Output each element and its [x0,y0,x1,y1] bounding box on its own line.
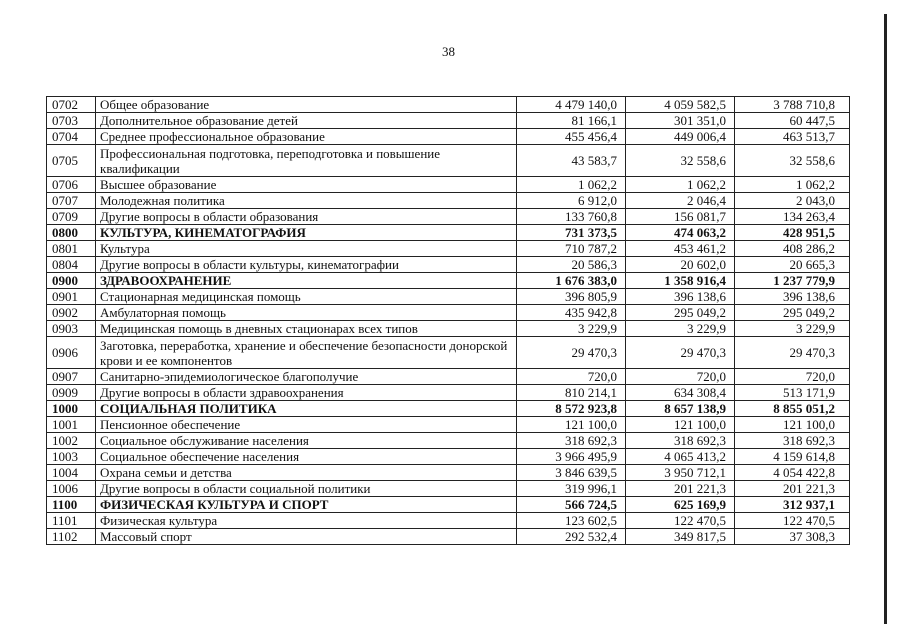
value-cell-2: 301 351,0 [626,113,735,129]
value-cell-1: 8 572 923,8 [517,401,626,417]
table-row [47,145,850,177]
table-row [47,129,850,145]
name-cell: ЗДРАВООХРАНЕНИЕ [96,273,517,289]
page-number: 38 [442,44,455,59]
name-cell: Молодежная политика [96,193,517,209]
value-cell-2: 295 049,2 [626,305,735,321]
value-cell-2: 449 006,4 [626,129,735,145]
code-cell: 0801 [47,241,96,257]
name-cell: СОЦИАЛЬНАЯ ПОЛИТИКА [96,401,517,417]
code-cell: 1101 [47,513,96,529]
value-cell-3: 295 049,2 [735,305,850,321]
value-cell-3: 122 470,5 [735,513,850,529]
name-cell: Медицинская помощь в дневных стационарах всех типов [96,321,517,337]
code-cell: 1006 [47,481,96,497]
value-cell-1: 123 602,5 [517,513,626,529]
table-row [47,177,850,193]
value-cell-3: 2 043,0 [735,193,850,209]
code-cell: 0702 [47,97,96,113]
budget-table [46,96,850,545]
value-cell-1: 435 942,8 [517,305,626,321]
value-cell-1: 396 805,9 [517,289,626,305]
name-cell: Другие вопросы в области культуры, кинематографии [96,257,517,273]
code-cell: 0901 [47,289,96,305]
table-row [47,481,850,497]
value-cell-1: 455 456,4 [517,129,626,145]
value-cell-3: 3 229,9 [735,321,850,337]
value-cell-1: 43 583,7 [517,145,626,177]
table-row [47,257,850,273]
name-cell: Культура [96,241,517,257]
value-cell-1: 720,0 [517,369,626,385]
value-cell-2: 29 470,3 [626,337,735,369]
table-row [47,497,850,513]
value-cell-3: 121 100,0 [735,417,850,433]
value-cell-2: 32 558,6 [626,145,735,177]
value-cell-2: 1 358 916,4 [626,273,735,289]
value-cell-2: 453 461,2 [626,241,735,257]
value-cell-3: 312 937,1 [735,497,850,513]
value-cell-2: 474 063,2 [626,225,735,241]
name-cell: ФИЗИЧЕСКАЯ КУЛЬТУРА И СПОРТ [96,497,517,513]
value-cell-1: 3 229,9 [517,321,626,337]
name-cell: Стационарная медицинская помощь [96,289,517,305]
value-cell-2: 201 221,3 [626,481,735,497]
value-cell-2: 20 602,0 [626,257,735,273]
value-cell-3: 463 513,7 [735,129,850,145]
value-cell-1: 20 586,3 [517,257,626,273]
value-cell-3: 396 138,6 [735,289,850,305]
value-cell-3: 37 308,3 [735,529,850,545]
table-row [47,241,850,257]
page-edge-line [884,14,887,624]
value-cell-3: 134 263,4 [735,209,850,225]
value-cell-3: 428 951,5 [735,225,850,241]
value-cell-1: 731 373,5 [517,225,626,241]
code-cell: 1002 [47,433,96,449]
value-cell-2: 121 100,0 [626,417,735,433]
value-cell-3: 4 159 614,8 [735,449,850,465]
table-body [47,97,850,545]
value-cell-1: 566 724,5 [517,497,626,513]
table-row [47,433,850,449]
value-cell-1: 3 846 639,5 [517,465,626,481]
table-row [47,465,850,481]
value-cell-2: 1 062,2 [626,177,735,193]
value-cell-1: 1 676 383,0 [517,273,626,289]
value-cell-1: 3 966 495,9 [517,449,626,465]
value-cell-2: 4 059 582,5 [626,97,735,113]
code-cell: 0704 [47,129,96,145]
name-cell: Другие вопросы в области социальной политики [96,481,517,497]
value-cell-1: 292 532,4 [517,529,626,545]
name-cell: Высшее образование [96,177,517,193]
value-cell-2: 720,0 [626,369,735,385]
code-cell: 0709 [47,209,96,225]
code-cell: 1001 [47,417,96,433]
table-row [47,449,850,465]
code-cell: 0902 [47,305,96,321]
name-cell: Профессиональная подготовка, переподготовка и повышение квалификации [96,145,517,177]
code-cell: 0903 [47,321,96,337]
code-cell: 0907 [47,369,96,385]
code-cell: 0909 [47,385,96,401]
name-cell: Охрана семьи и детства [96,465,517,481]
value-cell-3: 201 221,3 [735,481,850,497]
table-row [47,513,850,529]
value-cell-3: 60 447,5 [735,113,850,129]
table-row [47,209,850,225]
value-cell-1: 318 692,3 [517,433,626,449]
name-cell: Пенсионное обеспечение [96,417,517,433]
value-cell-1: 810 214,1 [517,385,626,401]
value-cell-3: 513 171,9 [735,385,850,401]
value-cell-2: 4 065 413,2 [626,449,735,465]
value-cell-3: 3 788 710,8 [735,97,850,113]
value-cell-2: 3 950 712,1 [626,465,735,481]
name-cell: Общее образование [96,97,517,113]
name-cell: Амбулаторная помощь [96,305,517,321]
name-cell: КУЛЬТУРА, КИНЕМАТОГРАФИЯ [96,225,517,241]
value-cell-1: 29 470,3 [517,337,626,369]
table-row [47,273,850,289]
value-cell-1: 133 760,8 [517,209,626,225]
code-cell: 1000 [47,401,96,417]
value-cell-3: 29 470,3 [735,337,850,369]
name-cell: Физическая культура [96,513,517,529]
table-row [47,529,850,545]
value-cell-3: 32 558,6 [735,145,850,177]
code-cell: 0804 [47,257,96,273]
value-cell-2: 122 470,5 [626,513,735,529]
table-row [47,401,850,417]
value-cell-1: 710 787,2 [517,241,626,257]
value-cell-2: 396 138,6 [626,289,735,305]
code-cell: 1102 [47,529,96,545]
code-cell: 0703 [47,113,96,129]
value-cell-2: 3 229,9 [626,321,735,337]
table-row [47,305,850,321]
value-cell-3: 4 054 422,8 [735,465,850,481]
table-row [47,97,850,113]
value-cell-2: 2 046,4 [626,193,735,209]
name-cell: Социальное обеспечение населения [96,449,517,465]
value-cell-2: 8 657 138,9 [626,401,735,417]
value-cell-1: 121 100,0 [517,417,626,433]
name-cell: Другие вопросы в области образования [96,209,517,225]
value-cell-2: 318 692,3 [626,433,735,449]
value-cell-1: 4 479 140,0 [517,97,626,113]
code-cell: 0906 [47,337,96,369]
code-cell: 0705 [47,145,96,177]
table-row [47,193,850,209]
table-row [47,385,850,401]
value-cell-3: 1 237 779,9 [735,273,850,289]
value-cell-2: 625 169,9 [626,497,735,513]
name-cell: Социальное обслуживание населения [96,433,517,449]
code-cell: 1004 [47,465,96,481]
code-cell: 0706 [47,177,96,193]
name-cell: Санитарно-эпидемиологическое благополучие [96,369,517,385]
code-cell: 0800 [47,225,96,241]
code-cell: 0707 [47,193,96,209]
value-cell-2: 634 308,4 [626,385,735,401]
value-cell-1: 1 062,2 [517,177,626,193]
value-cell-1: 319 996,1 [517,481,626,497]
value-cell-1: 81 166,1 [517,113,626,129]
table-row [47,289,850,305]
name-cell: Дополнительное образование детей [96,113,517,129]
value-cell-3: 318 692,3 [735,433,850,449]
name-cell: Заготовка, переработка, хранение и обеспечение безопасности донорской крови и ее компонентов [96,337,517,369]
value-cell-2: 349 817,5 [626,529,735,545]
value-cell-3: 20 665,3 [735,257,850,273]
value-cell-3: 408 286,2 [735,241,850,257]
code-cell: 1003 [47,449,96,465]
table-row [47,417,850,433]
name-cell: Массовый спорт [96,529,517,545]
table-row [47,369,850,385]
table-row [47,113,850,129]
name-cell: Среднее профессиональное образование [96,129,517,145]
value-cell-2: 156 081,7 [626,209,735,225]
table-row [47,225,850,241]
code-cell: 1100 [47,497,96,513]
value-cell-3: 8 855 051,2 [735,401,850,417]
value-cell-3: 1 062,2 [735,177,850,193]
name-cell: Другие вопросы в области здравоохранения [96,385,517,401]
value-cell-3: 720,0 [735,369,850,385]
code-cell: 0900 [47,273,96,289]
table-row [47,337,850,369]
table-row [47,321,850,337]
value-cell-1: 6 912,0 [517,193,626,209]
